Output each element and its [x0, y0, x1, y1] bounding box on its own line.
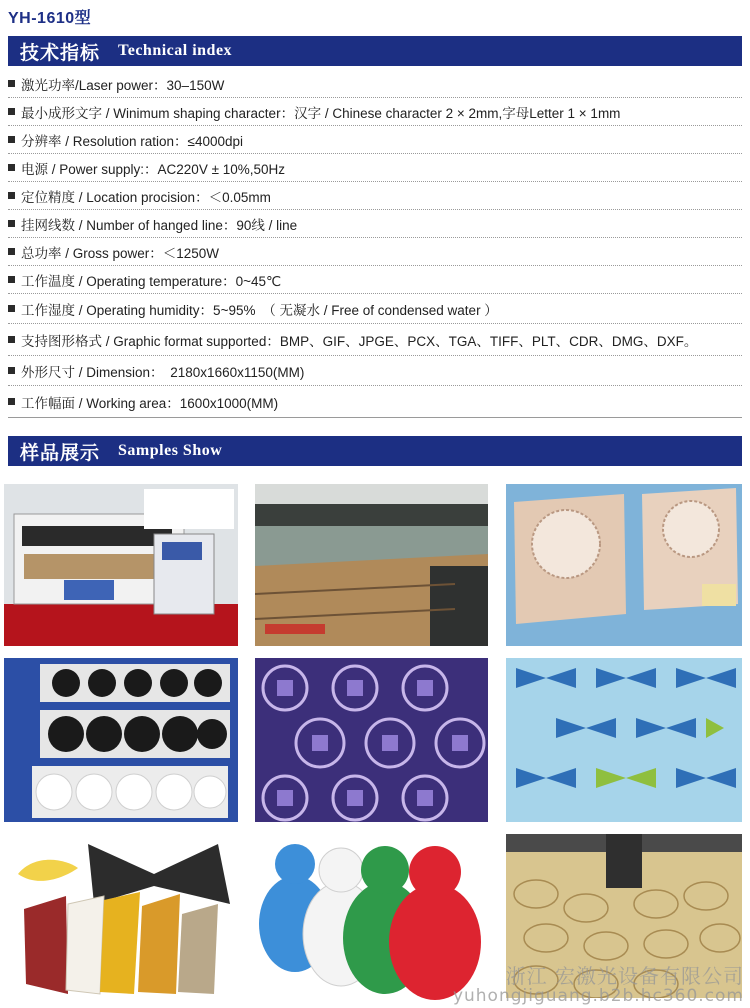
spec-text: 工作湿度 / Operating humidity：5~95% （ 无凝水 / Free of condensed water ） — [21, 302, 498, 318]
laser-cutting-machine-photo — [4, 484, 238, 646]
purple-medallion-fabric-photo — [255, 658, 488, 822]
watermark-company: 浙江 宏激光设备有限公司 — [505, 964, 744, 988]
section-title-en: Samples Show — [118, 442, 223, 459]
section-header-samples — [8, 436, 742, 466]
spec-text: 电源 / Power supply:：AC220V ± 10%,50Hz — [21, 161, 286, 177]
leather-bowtie-leaves-photo — [4, 834, 238, 1004]
watermark-url: yuhongjiguang.b2b.hc360.com — [452, 986, 744, 1006]
bullet-square-icon — [8, 136, 15, 143]
snowman-felt-shapes-photo — [255, 834, 488, 1004]
bullet-square-icon — [8, 108, 15, 115]
bullet-square-icon — [8, 248, 15, 255]
spec-text: 工作幅面 / Working area：1600x1000(MM) — [21, 395, 279, 411]
spec-row — [8, 294, 742, 324]
spec-text: 分辨率 / Resolution ration：≤4000dpi — [21, 133, 244, 149]
spec-text: 最小成形文字 / Winimum shaping character：汉字 / Chinese character 2 × 2mm,字母Letter 1 × 1mm — [21, 105, 621, 121]
spec-row — [8, 182, 742, 210]
spec-row — [8, 266, 742, 294]
section-header-technical — [8, 36, 742, 66]
spec-text: 总功率 / Gross power：＜1250W — [21, 245, 220, 261]
spec-row — [8, 126, 742, 154]
bullet-square-icon — [8, 220, 15, 227]
spec-row — [8, 324, 742, 356]
lace-paper-cards-photo — [506, 484, 742, 646]
bullet-square-icon — [8, 398, 15, 405]
spec-text: 挂网线数 / Number of hanged line：90线 / line — [21, 217, 298, 233]
spec-text: 工作温度 / Operating temperature：0~45℃ — [21, 273, 282, 289]
spec-row — [8, 98, 742, 126]
spec-row — [8, 356, 742, 386]
spec-row — [8, 70, 742, 98]
spec-row — [8, 238, 742, 266]
bullet-square-icon — [8, 164, 15, 171]
bullet-square-icon — [8, 336, 15, 343]
spec-text: 激光功率/Laser power：30–150W — [21, 77, 225, 93]
section-title-cn: 技术指标 — [20, 42, 101, 64]
section-title-en: Technical index — [118, 42, 233, 59]
model-title: YH-1610型 — [8, 10, 92, 27]
bullet-square-icon — [8, 367, 15, 374]
spec-list — [8, 70, 742, 418]
spec-text: 外形尺寸 / Dimension： 2180x1660x1150(MM) — [21, 364, 305, 380]
spec-text: 定位精度 / Location procision：＜0.05mm — [21, 189, 271, 205]
bullet-square-icon — [8, 192, 15, 199]
machine-cutting-bed-photo — [255, 484, 488, 646]
spec-row — [8, 386, 742, 418]
spec-text: 支持图形格式 / Graphic format supported：BMP、GIF、JPGE、PCX、TGA、TIFF、PLT、CDR、DMG、DXF。 — [21, 333, 698, 349]
spec-row — [8, 154, 742, 182]
felt-dots-strips-photo — [4, 658, 238, 822]
bow-pattern-fabric-photo — [506, 658, 742, 822]
spec-row — [8, 210, 742, 238]
section-title-cn: 样品展示 — [20, 442, 101, 464]
bullet-square-icon — [8, 305, 15, 312]
bullet-square-icon — [8, 80, 15, 87]
bullet-square-icon — [8, 276, 15, 283]
